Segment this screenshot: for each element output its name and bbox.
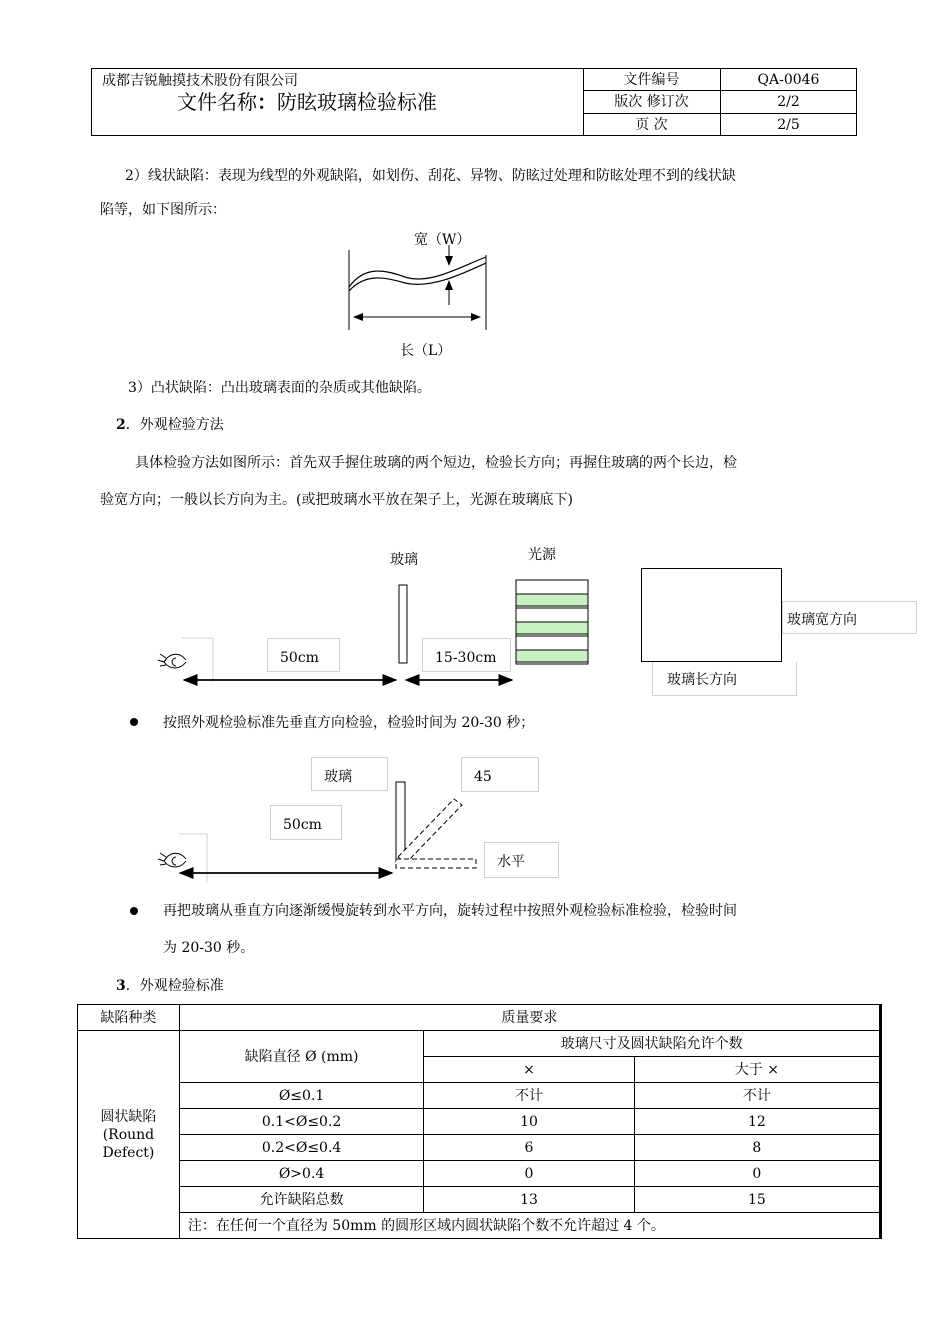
table-row bbox=[78, 1109, 881, 1135]
value-cell: 13 bbox=[424, 1187, 634, 1213]
eye-icon bbox=[158, 853, 186, 867]
inspection-setup-diagram bbox=[150, 570, 600, 690]
company-name: 成都吉锐触摸技术股份有限公司 bbox=[102, 73, 298, 89]
value-cell: 0 bbox=[634, 1161, 880, 1187]
version-label: 版次 修订次 bbox=[614, 94, 689, 110]
glass-rectangle bbox=[641, 568, 782, 662]
fig2-distance-50cm: 50cm bbox=[267, 638, 340, 672]
glass-length-direction: 玻璃长方向 bbox=[652, 662, 797, 696]
fig3-horizontal-label: 水平 bbox=[484, 842, 559, 878]
fig3-glass-label: 玻璃 bbox=[311, 757, 388, 791]
table-row bbox=[78, 1031, 881, 1057]
bullet-dot bbox=[130, 718, 138, 726]
version-value: 2/2 bbox=[777, 94, 800, 110]
eye-icon bbox=[158, 654, 186, 668]
doc-number-label: 文件编号 bbox=[623, 72, 680, 88]
document-header bbox=[91, 68, 857, 136]
method-text: 具体检验方法如图所示：首先双手握住玻璃的两个短边，检验长方向；再握住玻璃的两个长边，检 bbox=[135, 455, 737, 471]
value-cell: 15 bbox=[634, 1187, 880, 1213]
bullet-vertical-check: 按照外观检验标准先垂直方向检验，检验时间为 20-30 秒； bbox=[163, 715, 535, 731]
range-cell: Ø≤0.1 bbox=[179, 1083, 423, 1109]
bullet-rotate-check-cont: 为 20-30 秒。 bbox=[163, 940, 255, 956]
line-defect-text-cont: 陷等，如下图所示： bbox=[100, 202, 226, 218]
light-stripe bbox=[516, 622, 588, 634]
table-row bbox=[78, 1187, 881, 1213]
fig3-angle-label: 45 bbox=[461, 757, 539, 792]
defect-type-cell: 圆状缺陷 (Round Defect) bbox=[78, 1031, 180, 1239]
page-value: 2/5 bbox=[777, 117, 800, 133]
value-cell: 6 bbox=[424, 1135, 634, 1161]
value-cell: 不计 bbox=[634, 1083, 880, 1109]
light-stripe bbox=[516, 594, 588, 606]
fig1-width-label: 宽（W） bbox=[414, 232, 471, 248]
allow-count-header: 玻璃尺寸及圆状缺陷允许个数 bbox=[424, 1031, 881, 1057]
document-title: 文件名称：防眩玻璃检验标准 bbox=[177, 90, 437, 114]
bullet-rotate-check: 再把玻璃从垂直方向逐渐缓慢旋转到水平方向，旋转过程中按照外观检验标准检验，检验时间 bbox=[163, 903, 737, 919]
bump-defect-text: 3）凸状缺陷：凸出玻璃表面的杂质或其他缺陷。 bbox=[128, 380, 431, 396]
fig1-length-label: 长（L） bbox=[400, 343, 452, 359]
method-text-cont: 验宽方向；一般以长方向为主。(或把玻璃水平放在架子上，光源在玻璃底下) bbox=[100, 492, 573, 508]
bullet-dot bbox=[130, 907, 138, 915]
fig2-light-label: 光源 bbox=[528, 547, 556, 563]
value-cell: 0 bbox=[424, 1161, 634, 1187]
value-cell: 8 bbox=[634, 1135, 880, 1161]
rotation-diagram bbox=[150, 775, 490, 885]
table-row bbox=[78, 1083, 881, 1109]
range-cell: 允许缺陷总数 bbox=[179, 1187, 423, 1213]
range-cell: Ø>0.4 bbox=[179, 1161, 423, 1187]
fig2-distance-15-30cm: 15-30cm bbox=[422, 638, 511, 672]
line-defect-diagram bbox=[340, 245, 500, 335]
value-cell: 12 bbox=[634, 1109, 880, 1135]
header-quality: 质量要求 bbox=[179, 1005, 880, 1031]
standard-title: 3．外观检验标准 bbox=[116, 978, 224, 994]
fig2-glass-label: 玻璃 bbox=[390, 552, 418, 568]
range-cell: 0.2<Ø≤0.4 bbox=[179, 1135, 423, 1161]
table-note: 注：在任何一个直径为 50mm 的圆形区域内圆状缺陷个数不允许超过 4 个。 bbox=[179, 1213, 880, 1239]
page-label: 页 次 bbox=[635, 117, 668, 133]
glass-width-direction: 玻璃宽方向 bbox=[782, 601, 917, 634]
doc-number-value: QA-0046 bbox=[757, 72, 820, 88]
line-defect-text: 2）线状缺陷：表现为线型的外观缺陷，如划伤、刮花、异物、防眩过处理和防眩处理不到的线状缺 bbox=[125, 168, 736, 184]
value-cell: 10 bbox=[424, 1109, 634, 1135]
method-title: 2．外观检验方法 bbox=[116, 417, 224, 433]
table-note-row bbox=[78, 1213, 881, 1239]
size-col-1: × bbox=[424, 1057, 634, 1083]
table-row bbox=[78, 1135, 881, 1161]
range-cell: 0.1<Ø≤0.2 bbox=[179, 1109, 423, 1135]
table-header-row bbox=[78, 1005, 881, 1031]
size-col-2: 大于 × bbox=[634, 1057, 880, 1083]
header-defect-type: 缺陷种类 bbox=[78, 1005, 180, 1031]
value-cell: 不计 bbox=[424, 1083, 634, 1109]
inspection-standard-table bbox=[77, 1004, 882, 1239]
fig3-distance-label: 50cm bbox=[270, 805, 342, 840]
light-stripe bbox=[516, 650, 588, 662]
table-row bbox=[78, 1161, 881, 1187]
diameter-header: 缺陷直径 Ø (mm) bbox=[179, 1031, 423, 1083]
